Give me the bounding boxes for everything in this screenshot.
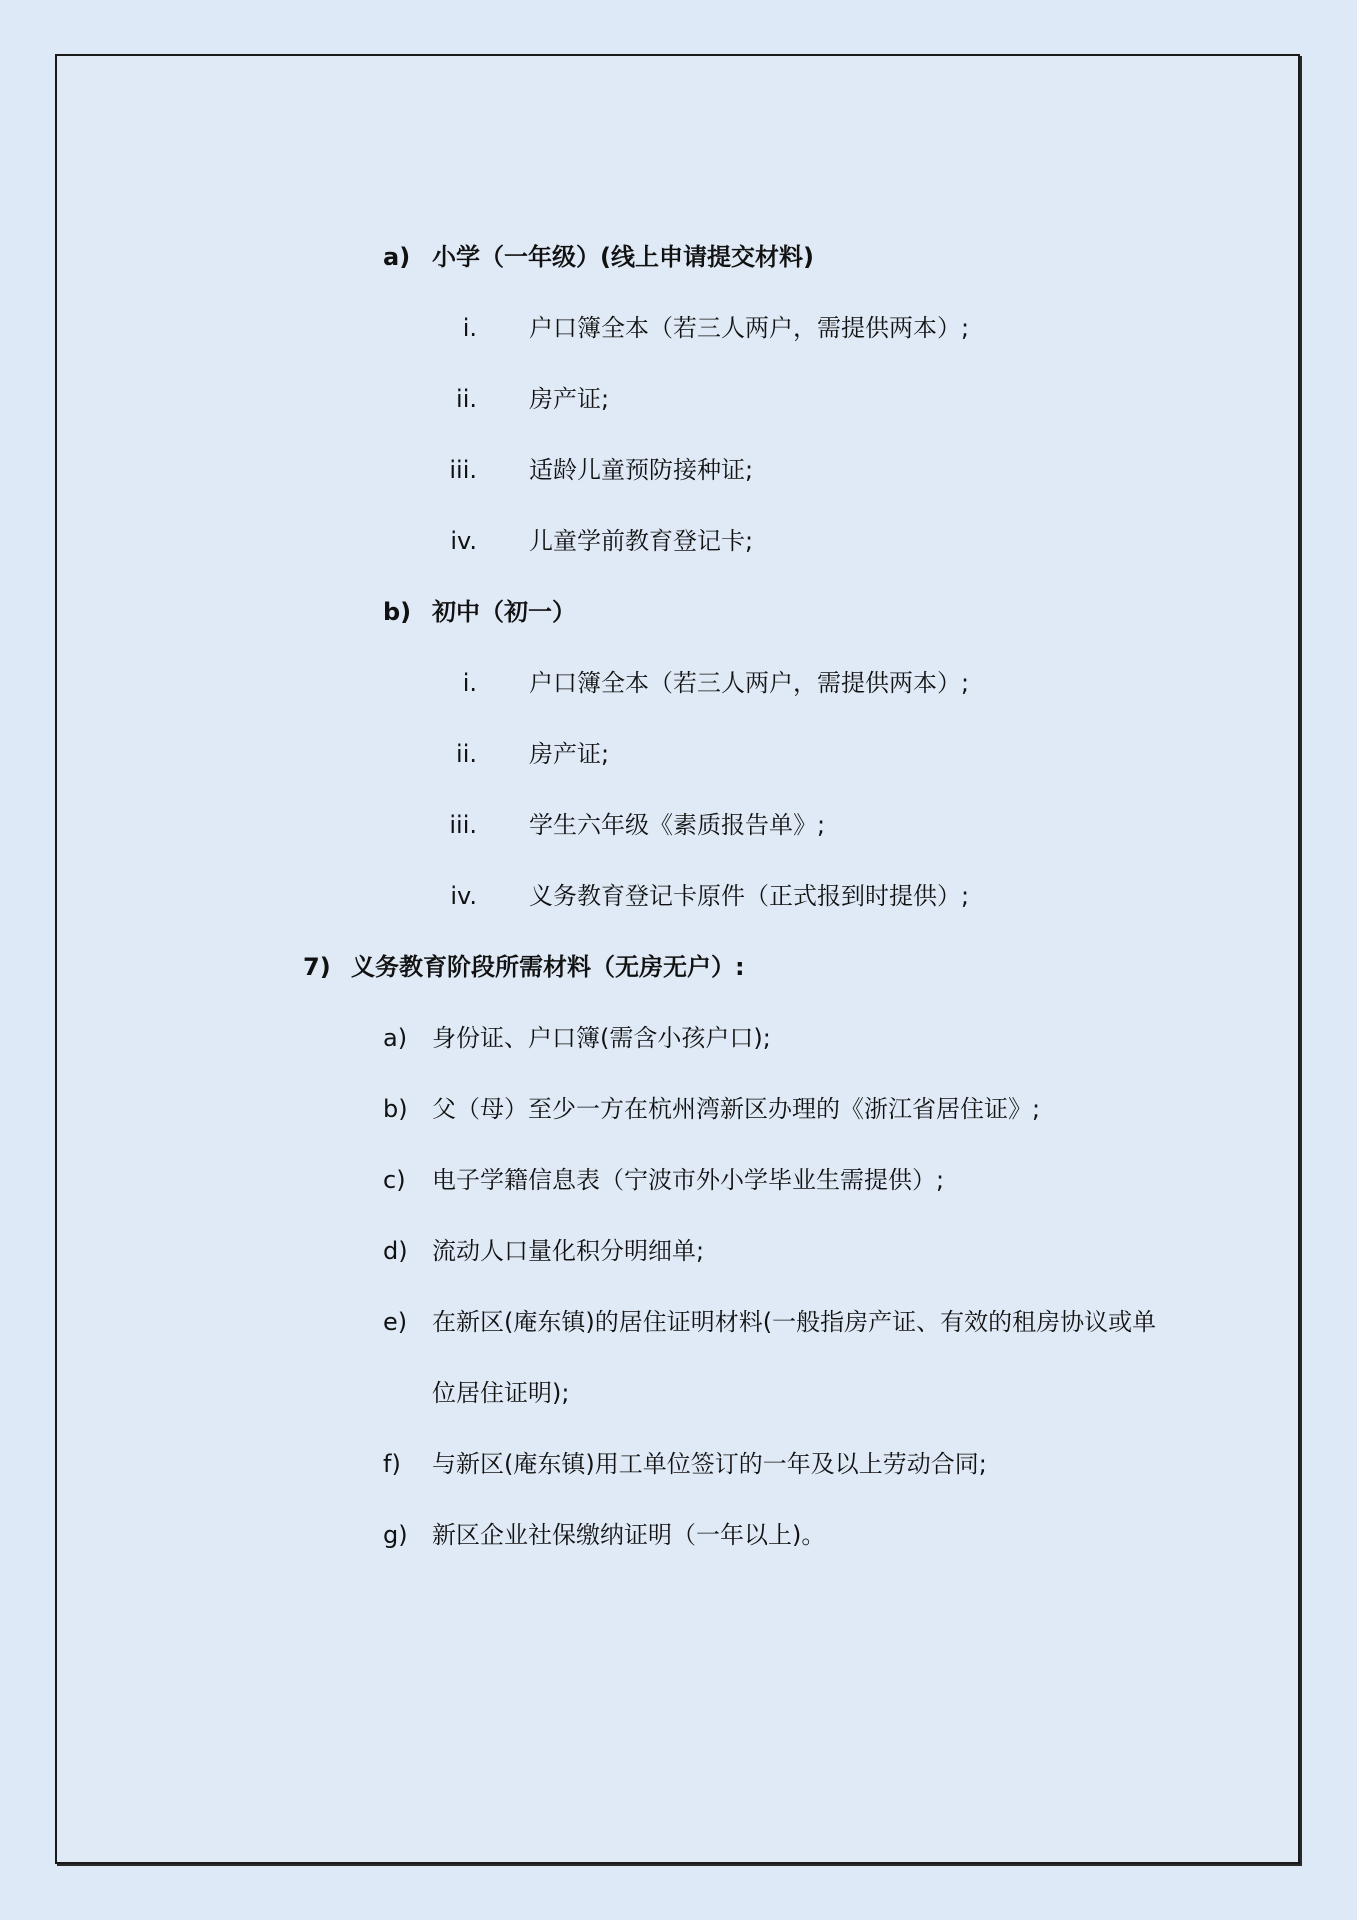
list-item-text: 位居住证明); (432, 1379, 570, 1407)
list-item-text: 流动人口量化积分明细单; (432, 1237, 705, 1265)
list-marker: i. (462, 314, 477, 342)
heading-text: 义务教育阶段所需材料（无房无户）: (351, 953, 745, 981)
document-page (55, 54, 1300, 1864)
list-marker: g) (383, 1521, 408, 1549)
list-marker: c) (383, 1166, 406, 1194)
list-marker: a) (383, 243, 411, 271)
list-item-text: 身份证、户口簿(需含小孩户口); (432, 1024, 771, 1052)
list-item-text: 父（母）至少一方在杭州湾新区办理的《浙江省居住证》; (432, 1095, 1041, 1123)
list-item-text: 房产证; (529, 385, 610, 413)
list-item-text: 新区企业社保缴纳证明（一年以上)。 (432, 1521, 826, 1549)
list-item-text: 学生六年级《素质报告单》; (529, 811, 826, 839)
list-marker: iv. (450, 882, 477, 910)
list-item-text: 户口簿全本（若三人两户，需提供两本）; (529, 669, 970, 697)
list-marker: ii. (456, 385, 477, 413)
list-item-text: 适龄儿童预防接种证; (529, 456, 754, 484)
list-marker: ii. (456, 740, 477, 768)
list-marker: iv. (450, 527, 477, 555)
list-marker: a) (383, 1024, 408, 1052)
list-marker: iii. (449, 456, 477, 484)
list-marker: e) (383, 1308, 408, 1336)
list-item-text: 儿童学前教育登记卡; (529, 527, 754, 555)
list-marker: iii. (449, 811, 477, 839)
list-item-text: 在新区(庵东镇)的居住证明材料(一般指房产证、有效的租房协议或单 (432, 1308, 1157, 1336)
list-marker: b) (383, 1095, 408, 1123)
list-item-text: 房产证; (529, 740, 610, 768)
heading-text: 初中（初一） (432, 598, 576, 626)
list-marker: f) (383, 1450, 401, 1478)
list-item-text: 户口簿全本（若三人两户，需提供两本）; (529, 314, 970, 342)
heading-text: 小学（一年级）(线上申请提交材料) (432, 243, 814, 271)
list-item-text: 义务教育登记卡原件（正式报到时提供）; (529, 882, 970, 910)
list-item-text: 电子学籍信息表（宁波市外小学毕业生需提供）; (432, 1166, 945, 1194)
list-marker: i. (462, 669, 477, 697)
list-marker: b) (383, 598, 412, 626)
list-item-text: 与新区(庵东镇)用工单位签订的一年及以上劳动合同; (432, 1450, 987, 1478)
list-marker: d) (383, 1237, 408, 1265)
list-marker: 7) (303, 953, 331, 981)
